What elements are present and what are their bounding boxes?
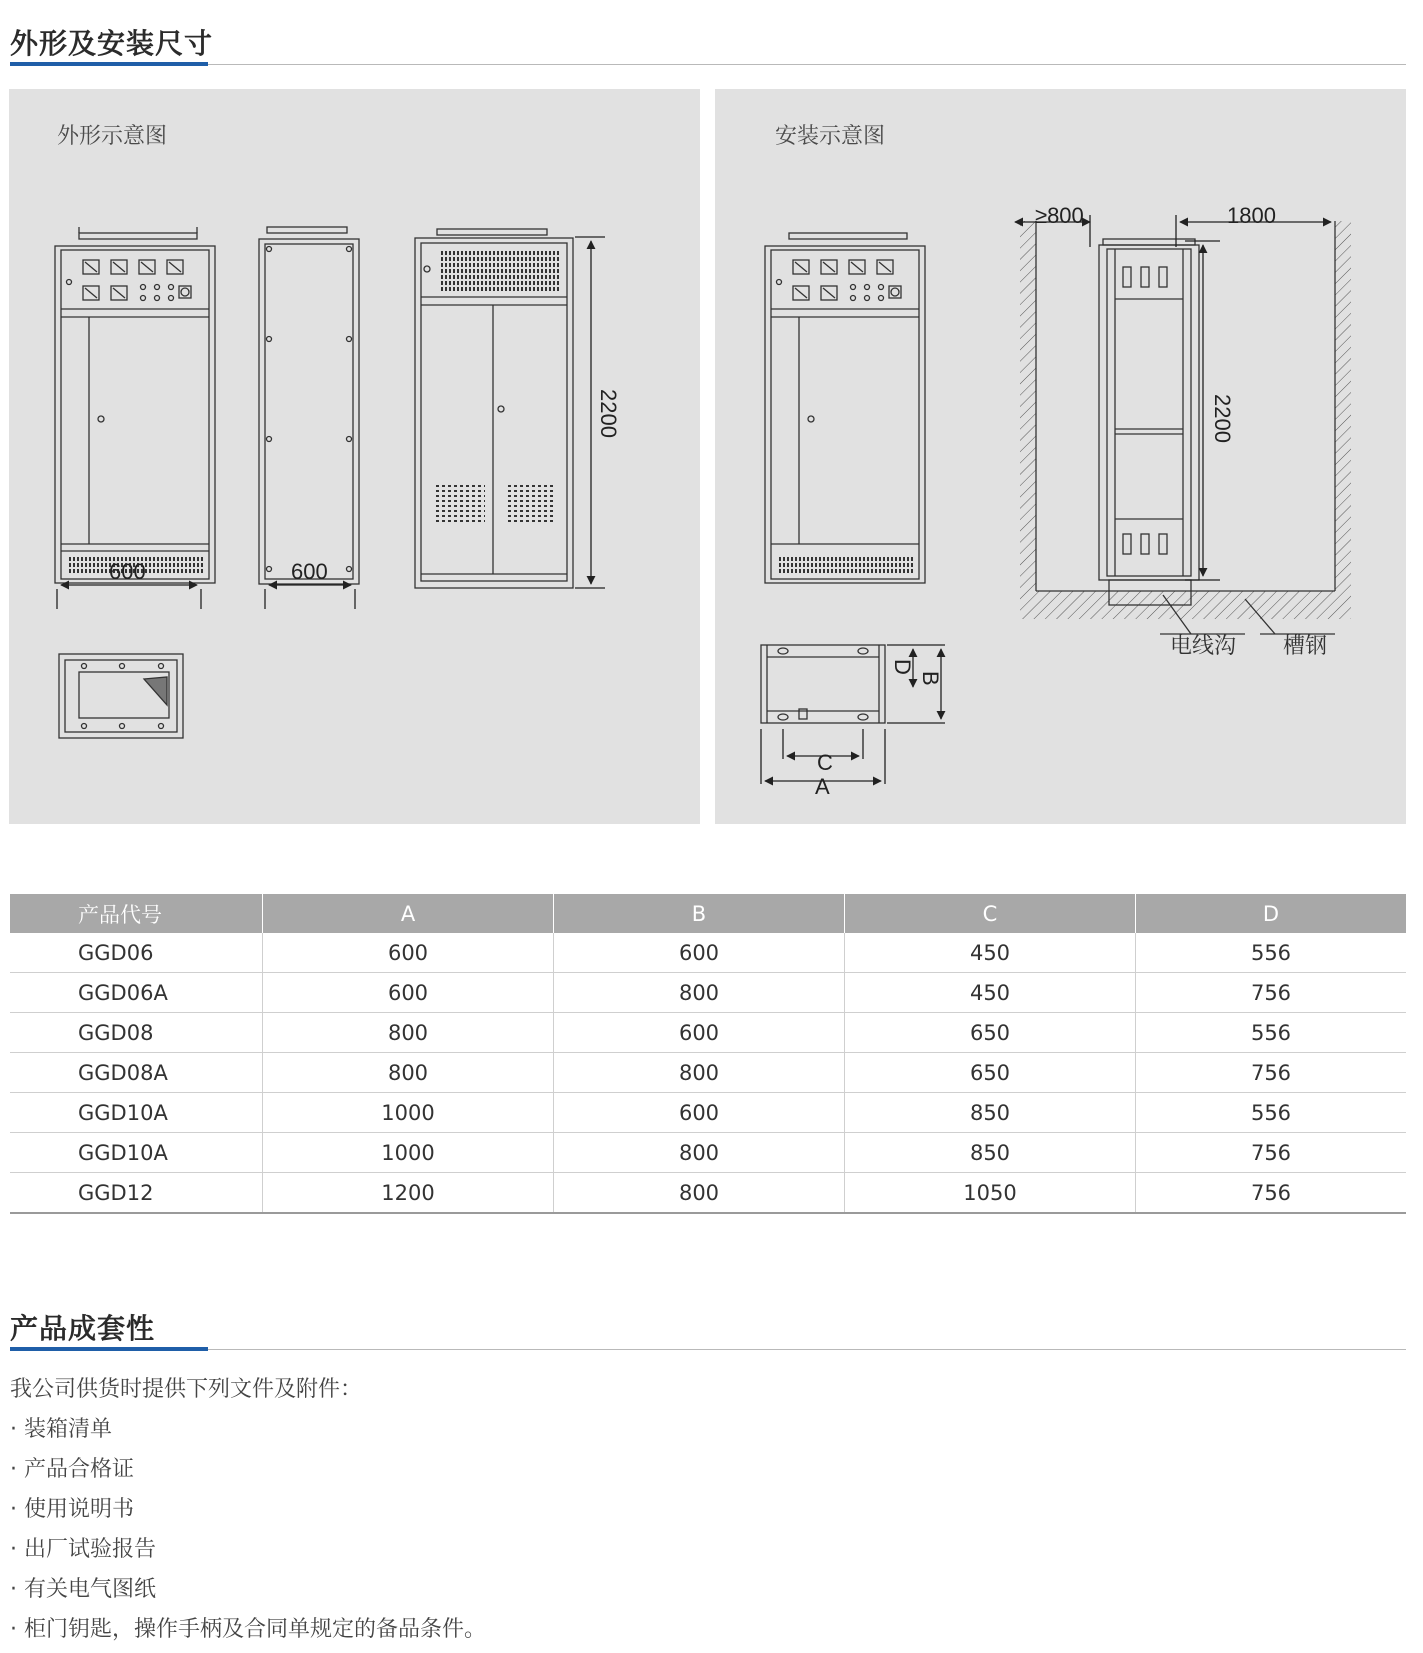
title-accent-bar [10,62,208,66]
cell-d: 756 [1136,1053,1407,1093]
meter-row [83,260,191,301]
cell-b: 800 [554,973,845,1013]
cell-c: 1050 [845,1173,1136,1214]
divider [10,64,1406,65]
list-item: · 装箱清单 [10,1417,112,1442]
wall-and-floor-hatching [1020,221,1351,619]
installation-drawing-panel [715,89,1406,824]
cell-c: 450 [845,933,1136,973]
dimension-lines [57,237,605,609]
cell-a: 800 [263,1053,554,1093]
table-row [10,973,1406,1013]
dim-1800-label: 1800 [1227,203,1276,228]
table-row [10,1133,1406,1173]
list-item: · 使用说明书 [10,1497,134,1522]
cell-code: GGD08 [10,1013,263,1053]
cell-b: 600 [554,1013,845,1053]
outline-drawing-panel [9,89,700,824]
header-product-code: 产品代号 [10,894,263,933]
cabinet-side-view [259,227,359,584]
section-title: 外形及安装尺寸 [10,27,214,60]
cell-b: 800 [554,1173,845,1214]
title-accent-bar [10,1347,208,1351]
base-plan-view [761,645,885,723]
cell-d: 756 [1136,1173,1407,1214]
cell-code: GGD10A [10,1133,263,1173]
dim-clearance-label: ≥800 [1035,203,1084,228]
cell-d: 756 [1136,1133,1407,1173]
cell-code: GGD06A [10,973,263,1013]
cell-a: 1000 [263,1133,554,1173]
cabinet-front-view [55,227,215,583]
trench-label: 电线沟 [1170,634,1237,659]
table-row [10,1053,1406,1093]
cell-code: GGD08A [10,1053,263,1093]
cell-c: 650 [845,1013,1136,1053]
dim-height-label: 2200 [1210,394,1235,443]
dimension-table [10,894,1406,1214]
cell-code: GGD06 [10,933,263,973]
cell-d: 556 [1136,1093,1407,1133]
cell-code: GGD12 [10,1173,263,1214]
dim-b-label: B [918,671,943,686]
installation-drawing [715,89,1406,824]
header-d: D [1136,894,1407,933]
cell-b: 600 [554,1093,845,1133]
table-row [10,1013,1406,1053]
cell-a: 1000 [263,1093,554,1133]
dim-width-label-2: 600 [291,559,328,584]
divider [10,1349,1406,1350]
dim-d-label: D [890,659,915,675]
cell-a: 600 [263,933,554,973]
cell-c: 450 [845,973,1136,1013]
panel-title: 安装示意图 [775,124,886,149]
section-header-dimensions [10,0,1406,66]
cell-a: 1200 [263,1173,554,1214]
table-row [10,1173,1406,1214]
supplied-documents-list [10,1370,486,1650]
outline-drawing [9,89,700,824]
cell-b: 600 [554,933,845,973]
section-header-completeness [10,1287,1406,1353]
cell-d: 556 [1136,933,1407,973]
cell-d: 556 [1136,1013,1407,1053]
cell-b: 800 [554,1133,845,1173]
header-c: C [845,894,1136,933]
dim-width-label-1: 600 [109,559,146,584]
panel-title: 外形示意图 [57,124,168,149]
list-item: · 出厂试验报告 [10,1537,156,1562]
table-row [10,933,1406,973]
cell-a: 600 [263,973,554,1013]
dim-a-label: A [815,774,830,799]
dim-c-label: C [817,750,833,775]
list-item: · 柜门钥匙，操作手柄及合同单规定的备品条件。 [10,1617,486,1642]
list-item: · 产品合格证 [10,1457,134,1482]
table-row [10,1093,1406,1133]
cell-a: 800 [263,1013,554,1053]
cell-code: GGD10A [10,1093,263,1133]
header-b: B [554,894,845,933]
cell-c: 850 [845,1093,1136,1133]
cell-c: 850 [845,1133,1136,1173]
channel-steel-label: 槽钢 [1283,634,1328,659]
cell-b: 800 [554,1053,845,1093]
cabinet-front-view [765,233,925,583]
header-a: A [263,894,554,933]
cell-d: 756 [1136,973,1407,1013]
dim-height-label: 2200 [596,389,621,438]
list-intro: 我公司供货时提供下列文件及附件： [10,1377,363,1402]
base-plan-view [59,654,183,738]
dimension-lines [761,215,1331,784]
cell-c: 650 [845,1053,1136,1093]
table-header-row [10,894,1406,933]
section-title: 产品成套性 [10,1312,156,1345]
list-item: · 有关电气图纸 [10,1577,156,1602]
